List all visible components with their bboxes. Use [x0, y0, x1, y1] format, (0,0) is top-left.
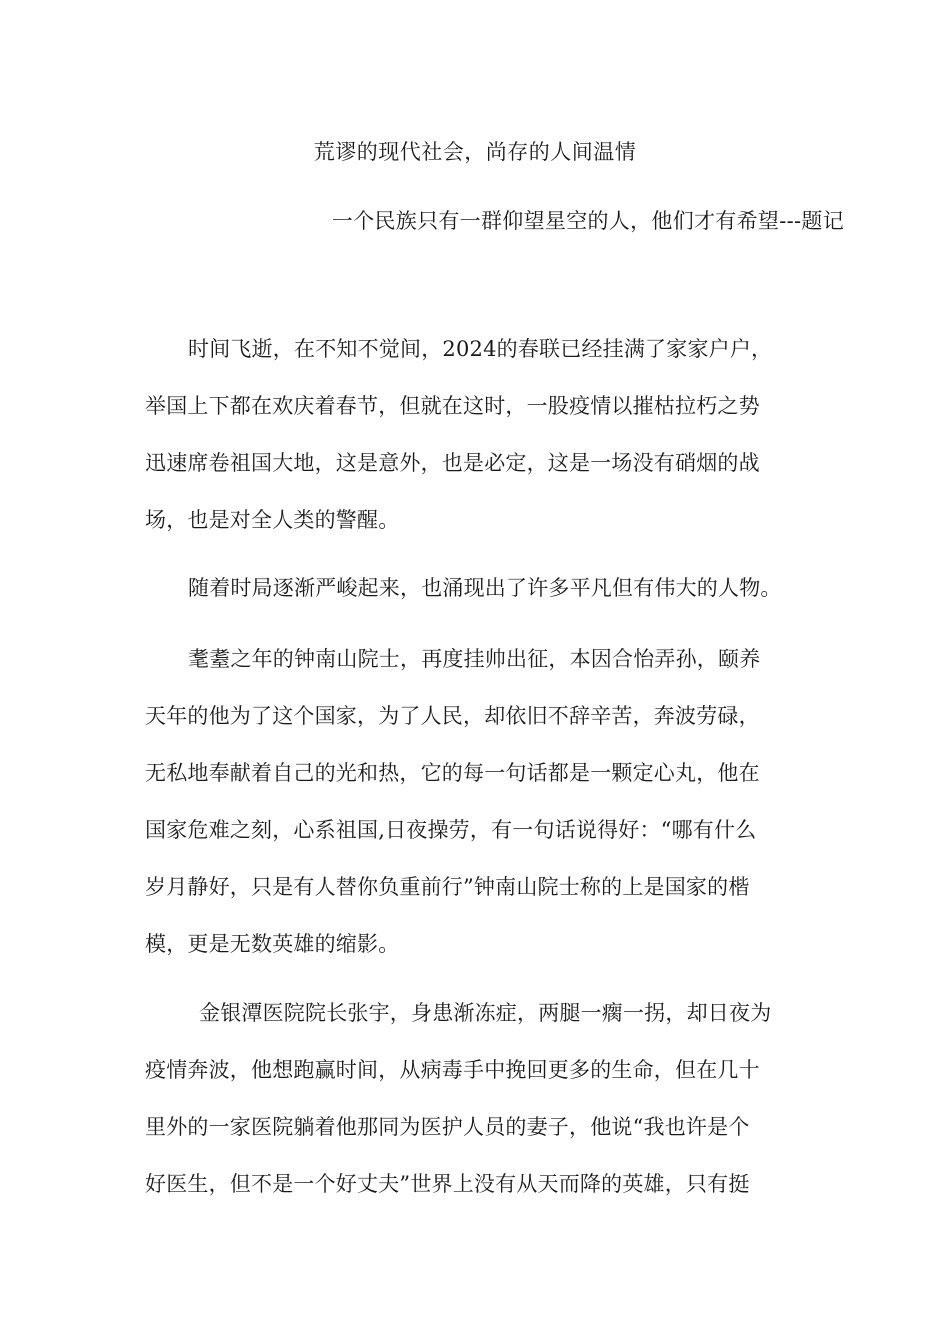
body-line: 迅速席卷祖国大地，这是意外，也是必定，这是一场没有硝烟的战: [145, 451, 760, 475]
body-line: 金银潭医院院长张宇，身患渐冻症，两腿一瘸一拐，却日夜为: [199, 1001, 772, 1025]
document-title: 荒谬的现代社会，尚存的人间温情: [313, 140, 637, 164]
body-line: 岁月静好，只是有人替你负重前行”钟南山院士称的上是国家的楷: [145, 875, 750, 899]
body-line: 模，更是无数英雄的缩影。: [145, 932, 400, 956]
body-line: 天年的他为了这个国家，为了人民，却依旧不辞辛苦，奔波劳碌，: [145, 704, 760, 728]
body-line: 时间飞逝，在不知不觉间，2024的春联已经挂满了家家户户，: [188, 337, 773, 361]
epigraph: 一个民族只有一群仰望星空的人，他们才有希望---题记: [331, 209, 844, 233]
body-line: 国家危难之刻，心系祖国,日夜操劳，有一句话说得好：“哪有什么: [145, 818, 757, 842]
body-line: 无私地奉献着自己的光和热，它的每一句话都是一颗定心丸，他在: [145, 761, 760, 785]
body-line: 疫情奔波，他想跑赢时间，从病毒手中挽回更多的生命，但在几十: [145, 1058, 760, 1082]
body-line: 场，也是对全人类的警醒。: [145, 508, 400, 532]
body-line: 耄耋之年的钟南山院士，再度挂帅出征，本因合怡弄孙，颐养: [188, 647, 761, 671]
body-line: 里外的一家医院躺着他那同为医护人员的妻子，他说“我也许是个: [145, 1115, 750, 1139]
body-line: 随着时局逐渐严峻起来，也涌现出了许多平凡但有伟大的人物。: [188, 576, 782, 600]
body-line: 举国上下都在欢庆着春节，但就在这时，一股疫情以摧枯拉朽之势: [145, 394, 760, 418]
body-line: 好医生，但不是一个好丈夫”世界上没有从天而降的英雄，只有挺: [145, 1172, 750, 1196]
